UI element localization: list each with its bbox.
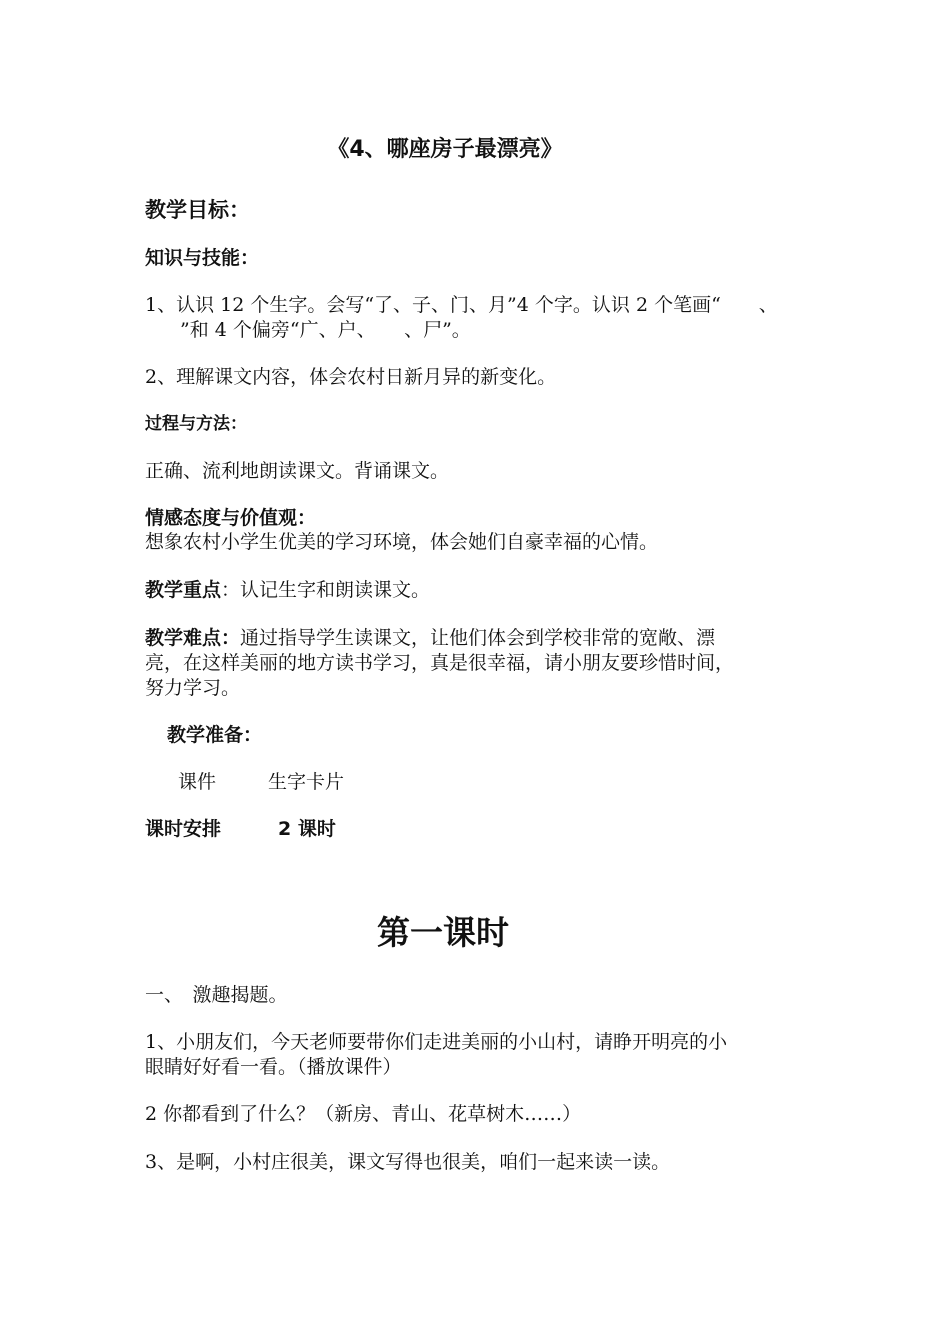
knowledge-heading: 知识与技能： bbox=[145, 247, 260, 269]
key-point bbox=[145, 578, 430, 602]
difficulty-text-1: 通过指导学生读课文，让他们体会到学校非常的宽敞、漂 bbox=[240, 627, 716, 649]
emotion-text: 想象农村小学生优美的学习环境，体会她们自豪幸福的心情。 bbox=[145, 531, 659, 553]
step-1-item-1-line-1: 1、小朋友们，今天老师要带你们走进美丽的小山村，请睁开明亮的小 bbox=[145, 1031, 728, 1053]
difficulty-line-1 bbox=[145, 626, 715, 650]
difficulty-label: 教学难点： bbox=[145, 627, 241, 649]
difficulty-line-2: 亮，在这样美丽的地方读书学习，真是很幸福，请小朋友要珍惜时间， bbox=[145, 652, 735, 674]
step-1-heading: 一、 激趣揭题。 bbox=[145, 984, 288, 1006]
prep-item-1: 课件 bbox=[178, 771, 217, 793]
difficulty-line-3: 努力学习。 bbox=[145, 677, 241, 699]
process-heading: 过程与方法： bbox=[145, 414, 247, 434]
schedule-label: 课时安排 bbox=[145, 818, 222, 840]
step-1-item-2: 2 你都看到了什么？（新房、青山、花草树木……） bbox=[145, 1103, 582, 1125]
process-text: 正确、流利地朗读课文。背诵课文。 bbox=[145, 460, 450, 482]
key-point-text: ：认记生字和朗读课文。 bbox=[221, 579, 431, 601]
prep-heading: 教学准备： bbox=[167, 724, 263, 746]
emotion-heading: 情感态度与价值观： bbox=[145, 507, 317, 529]
prep-item-2: 生字卡片 bbox=[268, 771, 345, 793]
lesson-title: 第一课时 bbox=[377, 913, 509, 952]
step-1-item-3: 3、是啊，小村庄很美，课文写得也很美，咱们一起来读一读。 bbox=[145, 1151, 671, 1173]
objectives-heading: 教学目标： bbox=[145, 198, 250, 222]
step-1-item-1-line-2: 眼睛好好看一看。（播放课件） bbox=[145, 1056, 402, 1078]
knowledge-item-1-line-1: 1、认识 12 个生字。会写“了、子、门、月”4 个字。认识 2 个笔画“ 、 bbox=[145, 294, 778, 316]
key-point-label: 教学重点 bbox=[145, 579, 222, 601]
document-title: 《4、哪座房子最漂亮》 bbox=[327, 137, 563, 162]
knowledge-item-2: 2、理解课文内容，体会农村日新月异的新变化。 bbox=[145, 366, 557, 388]
knowledge-item-1-line-2: ”和 4 个偏旁“广、户、 、尸”。 bbox=[180, 319, 471, 341]
schedule-value: 2 课时 bbox=[278, 818, 336, 840]
